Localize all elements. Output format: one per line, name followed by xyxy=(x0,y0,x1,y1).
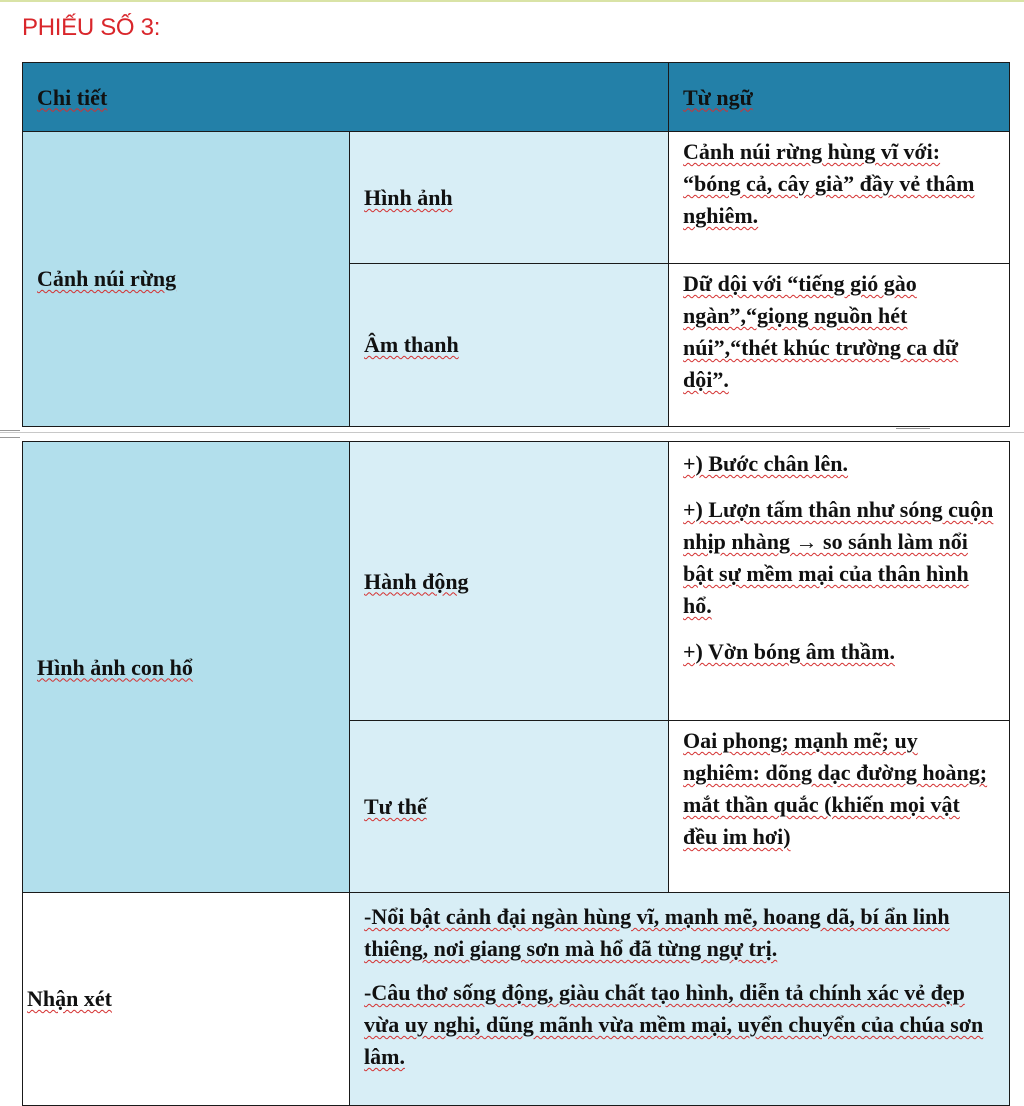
forest-sound-words-cell xyxy=(668,263,1010,427)
comment-item: -Nổi bật cảnh đại ngàn hùng vĩ, mạnh mẽ, hoang dã, bí ẩn linh thiêng, nơi giang sơn mà hổ đã từng ngự trị. xyxy=(364,904,950,961)
forest-sound-aspect-cell xyxy=(349,263,670,427)
forest-sound-words: Dữ dội với “tiếng gió gào ngàn”,“giọng nguồn hét núi”,“thét khúc trường ca dữ dội”. xyxy=(683,271,959,392)
comment-label: Nhận xét xyxy=(27,986,112,1011)
tiger-action-item: +) Lượn tấm thân như sóng cuộn nhịp nhàng → so sánh làm nổi bật sự mềm mại của thân hình hổ. xyxy=(683,497,994,618)
forest-image-words: Cảnh núi rừng hùng vĩ với: “bóng cả, cây già” đầy vẻ thâm nghiêm. xyxy=(683,139,975,228)
tiger-action-aspect-cell xyxy=(349,441,670,722)
header-detail-label: Chi tiết xyxy=(37,84,108,110)
forest-image-aspect-cell xyxy=(349,131,670,265)
forest-image-words-cell xyxy=(668,131,1010,265)
comment-content-cell xyxy=(349,892,1010,1106)
tiger-posture-words: Oai phong; mạnh mẽ; uy nghiêm: dõng dạc đường hoàng; mắt thần quắc (khiến mọi vật đều im hơi) xyxy=(683,728,988,849)
page-break-line xyxy=(0,432,1024,433)
page-break-left-mark xyxy=(0,430,20,438)
comment-item: -Câu thơ sống động, giàu chất tạo hình, diễn tả chính xác vẻ đẹp vừa uy nghi, dũng mãnh vừa mềm mại, uyển chuyển của chúa sơn lâm. xyxy=(364,980,984,1069)
section-tiger-label: Hình ảnh con hổ xyxy=(37,654,193,680)
header-words-label: Từ ngữ xyxy=(683,84,753,110)
section-tiger-label-cell xyxy=(22,441,351,894)
tiger-posture-aspect: Tư thế xyxy=(364,794,427,819)
tiger-action-aspect: Hành động xyxy=(364,568,469,594)
tiger-action-words-cell xyxy=(668,441,1010,722)
tiger-action-item: +) Bước chân lên. xyxy=(683,451,849,476)
section-forest-label-cell xyxy=(22,131,351,427)
page-break-right-mark xyxy=(896,428,930,439)
document-title: PHIẾU SỐ 3: xyxy=(22,14,161,41)
forest-sound-aspect: Âm thanh xyxy=(364,332,459,357)
header-detail-cell xyxy=(22,62,670,133)
top-border-line xyxy=(0,0,1024,2)
tiger-action-item: +) Vờn bóng âm thầm. xyxy=(683,639,895,664)
forest-image-aspect: Hình ảnh xyxy=(364,185,453,210)
tiger-posture-aspect-cell xyxy=(349,720,670,894)
comment-label-cell xyxy=(22,892,351,1106)
tiger-posture-words-cell xyxy=(668,720,1010,894)
header-words-cell xyxy=(668,62,1010,133)
section-forest-label: Cảnh núi rừng xyxy=(37,266,177,291)
